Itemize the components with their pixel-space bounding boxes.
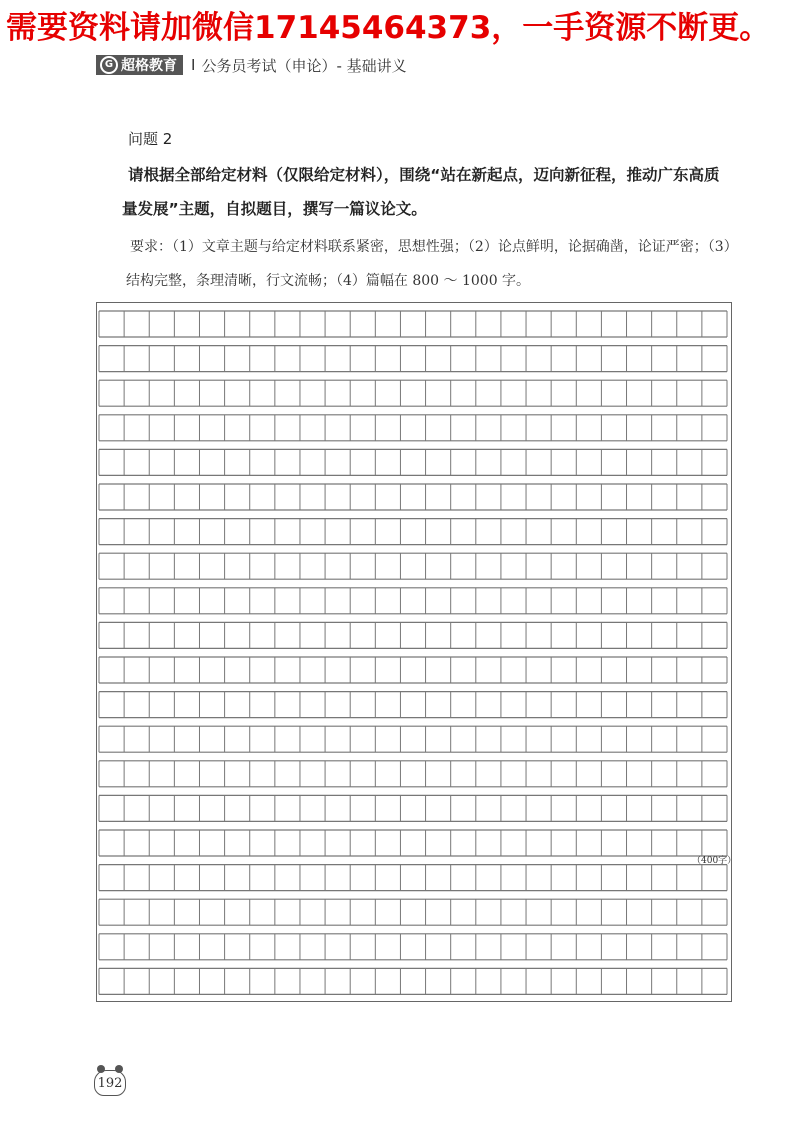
grid-row[interactable] bbox=[99, 899, 727, 925]
grid-row[interactable] bbox=[99, 934, 727, 960]
word-count-marker: （400字） bbox=[692, 856, 737, 866]
grid-row[interactable] bbox=[99, 692, 727, 718]
grid-row[interactable] bbox=[99, 311, 727, 337]
grid-row[interactable] bbox=[99, 346, 727, 372]
publisher-logo bbox=[96, 55, 183, 75]
page-header bbox=[96, 54, 407, 76]
grid-row[interactable] bbox=[99, 726, 727, 752]
grid-row[interactable] bbox=[99, 484, 727, 510]
grid-row[interactable] bbox=[99, 761, 727, 787]
grid-row[interactable] bbox=[99, 830, 727, 856]
grid-row[interactable] bbox=[99, 415, 727, 441]
grid-row[interactable] bbox=[99, 519, 727, 545]
grid-row[interactable] bbox=[99, 553, 727, 579]
grid-row[interactable] bbox=[99, 968, 727, 994]
question-prompt: 请根据全部给定材料（仅限给定材料），围绕“站在新起点，迈向新征程，推动广东高质量发展”主题，自拟题目，撰写一篇议论文。 bbox=[122, 166, 720, 218]
header-title: 公务员考试（申论）- 基础讲义 bbox=[201, 56, 407, 75]
grid-row[interactable] bbox=[99, 865, 727, 891]
watermark-banner: 需要资料请加微信17145464373，一手资源不断更。 bbox=[6, 10, 771, 46]
question-requirements: 要求：（1）文章主题与给定材料联系紧密，思想性强；（2）论点鲜明，论据确凿，论证严密；（3）结构完整，条理清晰，行文流畅；（4）篇幅在 800 ～ 1000 字。 bbox=[126, 239, 738, 289]
logo-mark-icon: G bbox=[100, 56, 118, 74]
question-label: 问题 2 bbox=[128, 130, 173, 148]
grid-row[interactable] bbox=[99, 449, 727, 475]
grid-row[interactable] bbox=[99, 588, 727, 614]
logo-text: 超格教育 bbox=[121, 58, 177, 74]
answer-grid-lines bbox=[97, 303, 731, 1001]
page-number: 192 bbox=[94, 1070, 126, 1096]
answer-grid[interactable] bbox=[96, 302, 732, 1002]
header-separator: I bbox=[191, 56, 196, 74]
grid-row[interactable] bbox=[99, 622, 727, 648]
grid-row[interactable] bbox=[99, 657, 727, 683]
grid-row[interactable] bbox=[99, 380, 727, 406]
grid-row[interactable] bbox=[99, 795, 727, 821]
